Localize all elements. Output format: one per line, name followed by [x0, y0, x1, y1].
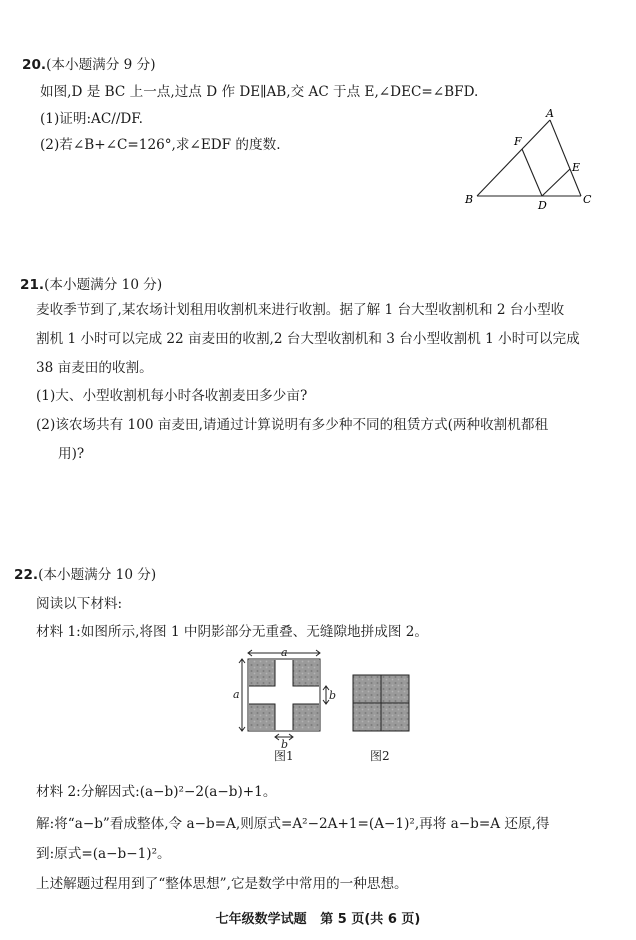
q22-header [14, 563, 156, 583]
q20-part2: (2)若∠B+∠C=126°,求∠EDF 的度数. [40, 137, 281, 153]
label-b: B [465, 193, 474, 206]
label-c: C [583, 193, 592, 206]
q20-stem: 如图,D 是 BC 上一点,过点 D 作 DE∥AB,交 AC 于点 E,∠DEC=∠BFD. [40, 84, 479, 100]
q22-score: (本小题满分 10 分) [38, 567, 157, 583]
q20-score: (本小题满分 9 分) [46, 57, 156, 73]
q21-stem-line1: 麦收季节到了,某农场计划租用收割机来进行收割。据了解 1 台大型收割机和 2 台小型收 [36, 302, 565, 318]
q22-number: 22. [14, 567, 39, 583]
page-footer: 七年级数学试题 第 5 页(共 6 页) [215, 912, 421, 927]
label-a: A [546, 107, 554, 120]
q21-part2-line1: (2)该农场共有 100 亩麦田,请通过计算说明有多少种不同的租赁方式(两种收割机都租 [36, 417, 549, 433]
q22-figures [232, 645, 422, 765]
label-d: D [538, 199, 547, 212]
q21-number: 21. [20, 277, 45, 293]
fig2-caption: 图2 [370, 749, 390, 763]
q22-material1: 材料 1:如图所示,将图 1 中阴影部分无重叠、无缝隙地拼成图 2。 [36, 624, 428, 640]
label-f: F [514, 135, 522, 148]
segment-df [522, 149, 542, 196]
side-ac [550, 120, 581, 196]
fig1-caption: 图1 [274, 749, 294, 763]
q21-header [20, 273, 162, 293]
q22-intro: 阅读以下材料: [36, 596, 123, 612]
q21-stem-line3: 38 亩麦田的收割。 [36, 360, 153, 376]
q21-stem-line2: 割机 1 小时可以完成 22 亩麦田的收割,2 台大型收割机和 3 台小型收割机 1 小时可以完成 [36, 331, 580, 347]
q20-number: 20. [22, 57, 47, 73]
q22-solution-line2: 到:原式=(a−b−1)²。 [36, 846, 171, 862]
q22-material2: 材料 2:分解因式:(a−b)²−2(a−b)+1。 [36, 784, 277, 800]
q22-solution-line1: 解:将“a−b”看成整体,令 a−b=A,则原式=A²−2A+1=(A−1)²,再将 a−b=A 还原,得 [36, 816, 550, 832]
segment-de [542, 169, 570, 196]
q20-header [22, 53, 156, 73]
q21-part2-line2: 用)? [58, 446, 85, 462]
fig1-label-a-top: a [281, 646, 288, 659]
side-ab [477, 120, 550, 196]
q20-part1: (1)证明:AC//DF. [40, 111, 143, 127]
fig1-label-a-left: a [233, 688, 240, 701]
q22-conclusion: 上述解题过程用到了“整体思想”,它是数学中常用的一种思想。 [36, 876, 408, 892]
figure-2 [353, 675, 409, 731]
q20-triangle-figure [455, 105, 605, 215]
label-e: E [572, 161, 581, 174]
figure-1 [239, 650, 329, 740]
fig1-label-b-right: b [329, 689, 337, 702]
q21-score: (本小题满分 10 分) [44, 277, 163, 293]
fig1-label-b-bottom: b [281, 738, 289, 751]
q21-part1: (1)大、小型收割机每小时各收割麦田多少亩? [36, 388, 308, 404]
